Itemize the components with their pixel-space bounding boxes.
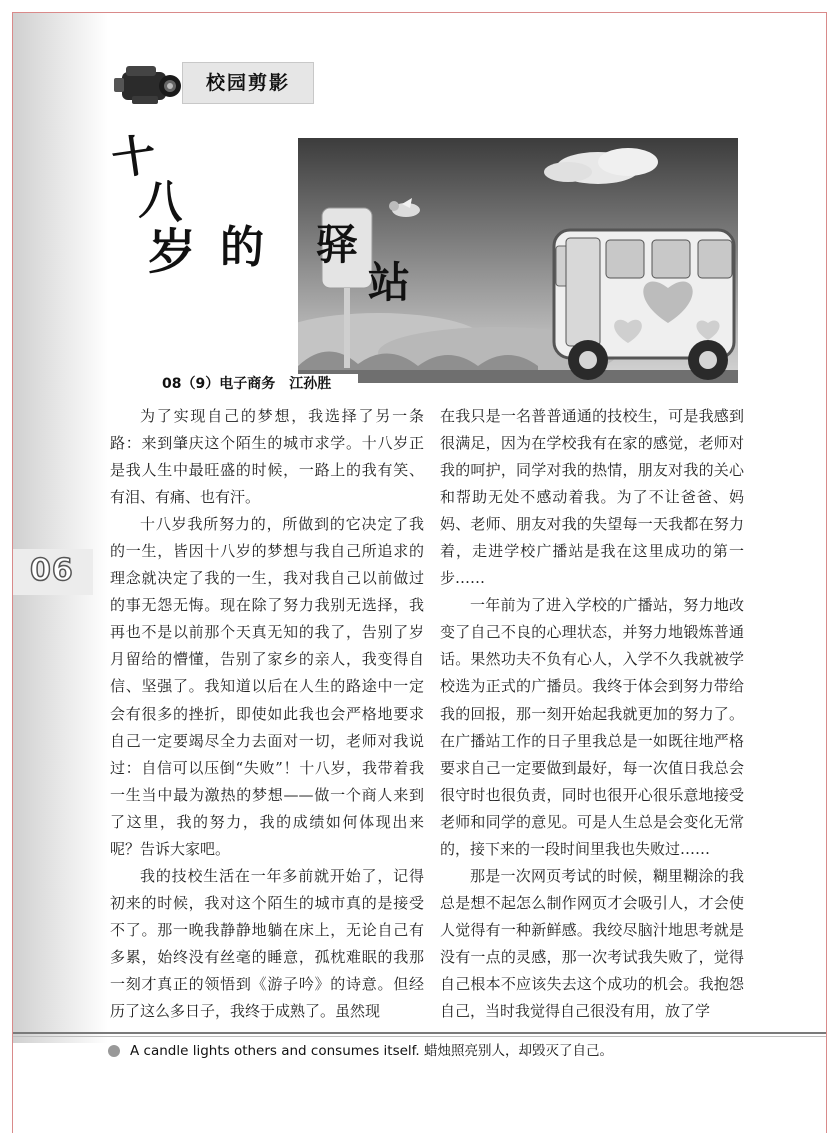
video-camera-icon	[112, 60, 184, 108]
footer-quote: A candle lights others and consumes itself. 蜡烛照亮别人，却毁灭了自己。	[130, 1043, 614, 1059]
left-column	[110, 403, 424, 1025]
right-column	[440, 403, 744, 1025]
footer-rule-thin	[13, 1036, 826, 1037]
title-char-6: 站	[368, 258, 411, 307]
title-char-4: 的	[220, 222, 264, 273]
bullet-icon	[108, 1045, 120, 1057]
paragraph: 十八岁我所努力的，所做到的它决定了我的一生，皆因十八岁的梦想与我自己所追求的理念就决定了我的一生，我对我自己以前做过的事无怨无悔。现在除了努力我别无选择，我再也不是以前那个天真无知的我了，告别了岁月留给的懵懂，告别了家乡的亲人，我变得自信、坚强了。我知道以后在人生的路途中一定会有很多的挫折，即使如此我也会严格地要求自己一定要竭尽全力去面对一切，老师对我说过：自信可以压倒“失败”！十八岁，我带着我一生当中最为激热的梦想——做一个商人来到了这里，我的努力，我的成绩如何体现出来呢？告诉大家吧。	[110, 515, 424, 858]
paragraph: 为了实现自己的梦想，我选择了另一条路：来到肇庆这个陌生的城市求学。十八岁正是我人生中最旺盛的时候，一路上的我有笑、有泪、有痛、也有汗。	[110, 407, 424, 507]
paragraph: 那是一次网页考试的时候，糊里糊涂的我总是想不起怎么制作网页才会吸引人，才会使人觉得有一种新鲜感。我绞尽脑汁地思考就是没有一点的灵感，那一次考试我失败了，觉得自己根本不应该失去这个成功的机会。我抱怨自己，当时我觉得自己很没有用，放了学	[440, 866, 744, 1021]
left-margin-shade	[13, 13, 108, 1043]
title-char-1: 十	[108, 129, 160, 186]
title-char-3: 岁	[148, 224, 197, 280]
section-label: 校园剪影	[182, 62, 314, 104]
title-char-5: 驿	[316, 220, 359, 269]
page-border-right	[826, 12, 827, 1133]
page-number: 06	[30, 553, 74, 588]
paragraph: 我的技校生活在一年多前就开始了，记得初来的时候，我对这个陌生的城市真的是接受不了。那一晚我静静地躺在床上，无论自己有多累，始终没有丝毫的睡意，孤枕难眠的我那一刻才真正的领悟到《游子吟》的诗意。但经历了这么多日子，我终于成熟了。虽然现	[110, 866, 424, 1021]
page-border-top	[12, 12, 826, 13]
title-char-2: 八	[137, 173, 187, 230]
byline: 08（9）电子商务 江孙胜	[162, 374, 358, 394]
paragraph: 一年前为了进入学校的广播站，努力地改变了自己不良的心理状态，并努力地锻炼普通话。果然功夫不负有心人，入学不久我就被学校选为正式的广播员。我终于体会到努力带给我的回报，那一刻开始起我就更加的努力了。在广播站工作的日子里我总是一如既往地严格要求自己一定要做到最好，每一次值日我总会很守时也很负责，同时也很开心很乐意地接受老师和同学的意见。可是人生总是会变化无常的，接下来的一段时间里我也失败过……	[440, 596, 744, 858]
footer-rule	[13, 1032, 826, 1034]
paragraph: 在我只是一名普普通通的技校生，可是我感到很满足，因为在学校我有在家的感觉，老师对我的呵护，同学对我的热情，朋友对我的关心和帮助无处不感动着我。为了不让爸爸、妈妈、老师、朋友对我的失望每一天我都在努力着，走进学校广播站是我在这里成功的第一步……	[440, 407, 744, 588]
bus-illustration	[298, 138, 738, 383]
